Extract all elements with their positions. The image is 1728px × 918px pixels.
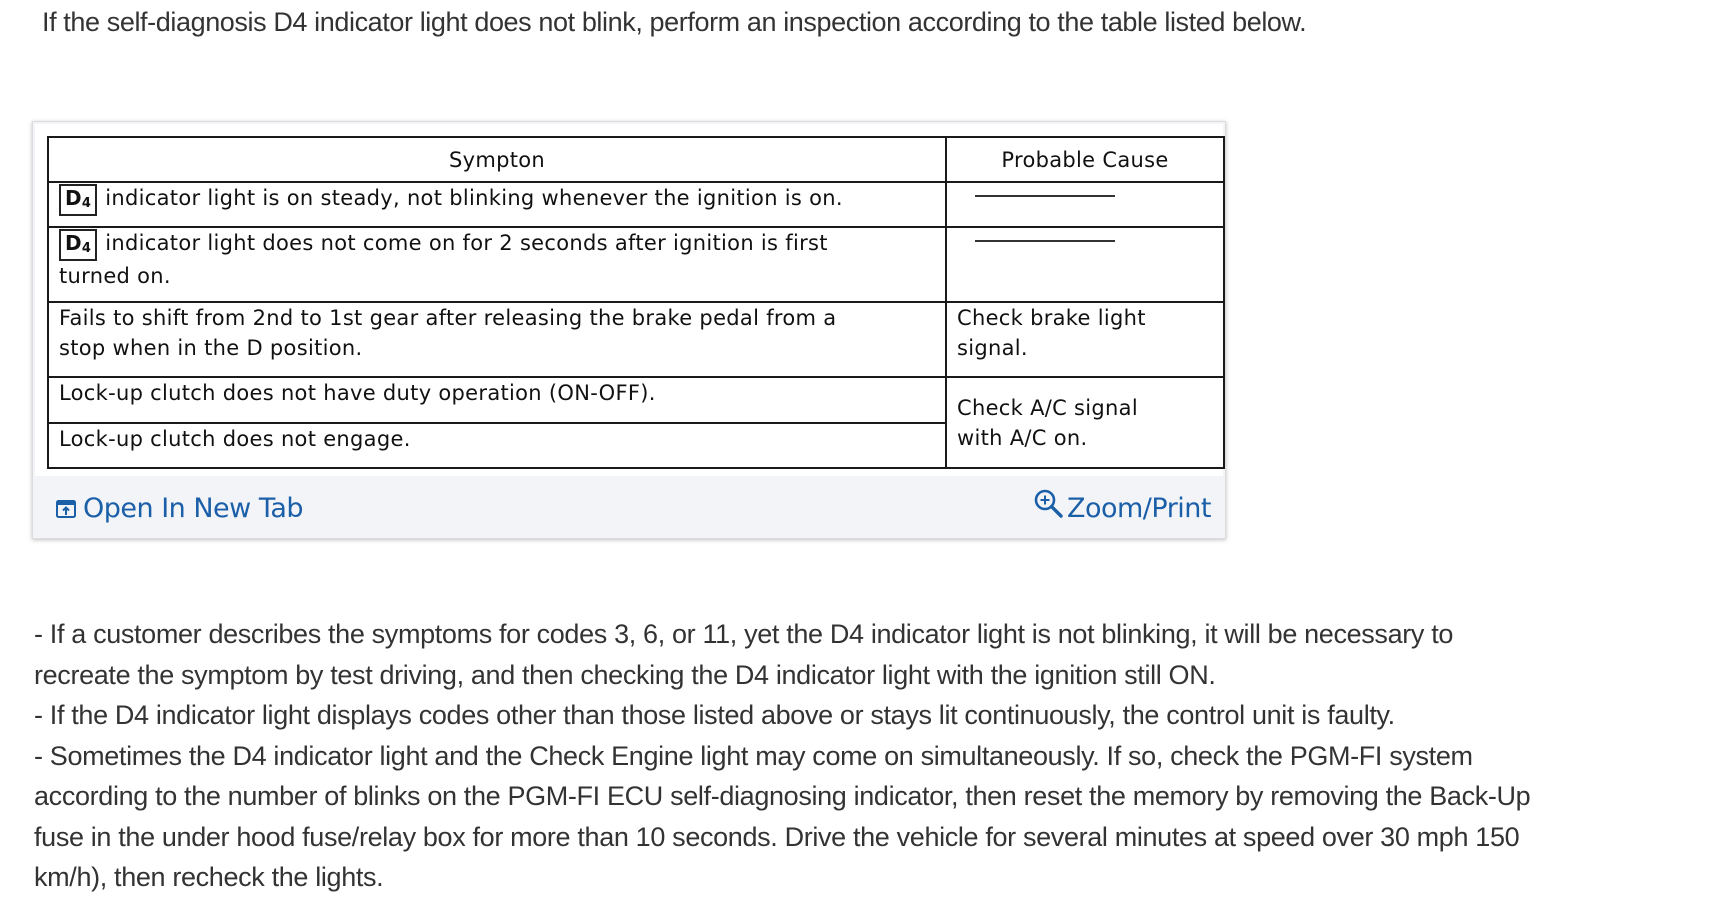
cause-cell bbox=[946, 182, 1224, 227]
symptom-cell: $D_4$ indicator light is on steady, not blinking whenever the ignition is on. bbox=[48, 182, 946, 227]
table-row bbox=[48, 302, 1224, 377]
note-line: - Sometimes the D4 indicator light and the Check Engine light may come on simultaneously. If so, check the PGM-FI system bbox=[34, 740, 1473, 771]
open-in-new-tab-label: Open In New Tab bbox=[83, 493, 304, 524]
cause-cell: Check A/C signal with A/C on. bbox=[946, 377, 1224, 468]
note-line: km/h), then recheck the lights. bbox=[34, 862, 384, 892]
note-line: recreate the symptom by test driving, and then checking the D4 indicator light with the ignition still ON. bbox=[34, 659, 1216, 690]
cause-cell bbox=[946, 227, 1224, 302]
note-line: - If a customer describes the symptoms for codes 3, 6, or 11, yet the D4 indicator light is not blinking, it will be necessary to bbox=[34, 619, 1454, 649]
note-line: according to the number of blinks on the PGM-FI ECU self-diagnosing indicator, then reset the memory by removing the Back-Up bbox=[34, 781, 1531, 811]
zoom-in-icon bbox=[1033, 488, 1065, 520]
figure-card bbox=[32, 121, 1226, 539]
intro-text: If the self-diagnosis D4 indicator light does not blink, perform an inspection according to the table listed below. bbox=[42, 7, 1307, 37]
figure-footer bbox=[33, 478, 1225, 538]
symptom-cell: Fails to shift from 2nd to 1st gear after releasing the brake pedal from a stop when in the D position. bbox=[48, 302, 946, 377]
header-probable-cause: Probable Cause bbox=[946, 137, 1224, 182]
dash-none bbox=[975, 240, 1115, 242]
dash-none bbox=[975, 195, 1115, 197]
notes-paragraph bbox=[34, 614, 1530, 898]
table-row bbox=[48, 182, 1224, 227]
table-row bbox=[48, 227, 1224, 302]
table-row bbox=[48, 377, 1224, 423]
d4-indicator-label: $D_4$ bbox=[59, 229, 97, 261]
symptom-cell: Lock-up clutch does not engage. bbox=[48, 423, 946, 468]
table-header-row bbox=[48, 137, 1224, 182]
zoom-print-label: Zoom/Print bbox=[1066, 493, 1211, 524]
d4-indicator-label: $D_4$ bbox=[59, 184, 97, 216]
symptom-cell: $D_4$ indicator light does not come on for 2 seconds after ignition is first turned on. bbox=[48, 227, 946, 302]
open-in-new-tab-link[interactable] bbox=[55, 492, 303, 526]
header-symptom: Sympton bbox=[48, 137, 946, 182]
symptom-cell: Lock-up clutch does not have duty operation (ON-OFF). bbox=[48, 377, 946, 423]
note-line: fuse in the under hood fuse/relay box for more than 10 seconds. Drive the vehicle for several minutes at speed over 30 mph 150 bbox=[34, 821, 1520, 852]
open-in-new-tab-icon bbox=[55, 498, 77, 520]
note-line: - If the D4 indicator light displays codes other than those listed above or stays lit continuously, the control unit is faulty. bbox=[34, 700, 1395, 730]
cause-cell: Check brake light signal. bbox=[946, 302, 1224, 377]
symptom-table bbox=[47, 136, 1225, 469]
zoom-print-link[interactable] bbox=[1033, 492, 1211, 526]
figure-image[interactable] bbox=[35, 124, 1223, 476]
